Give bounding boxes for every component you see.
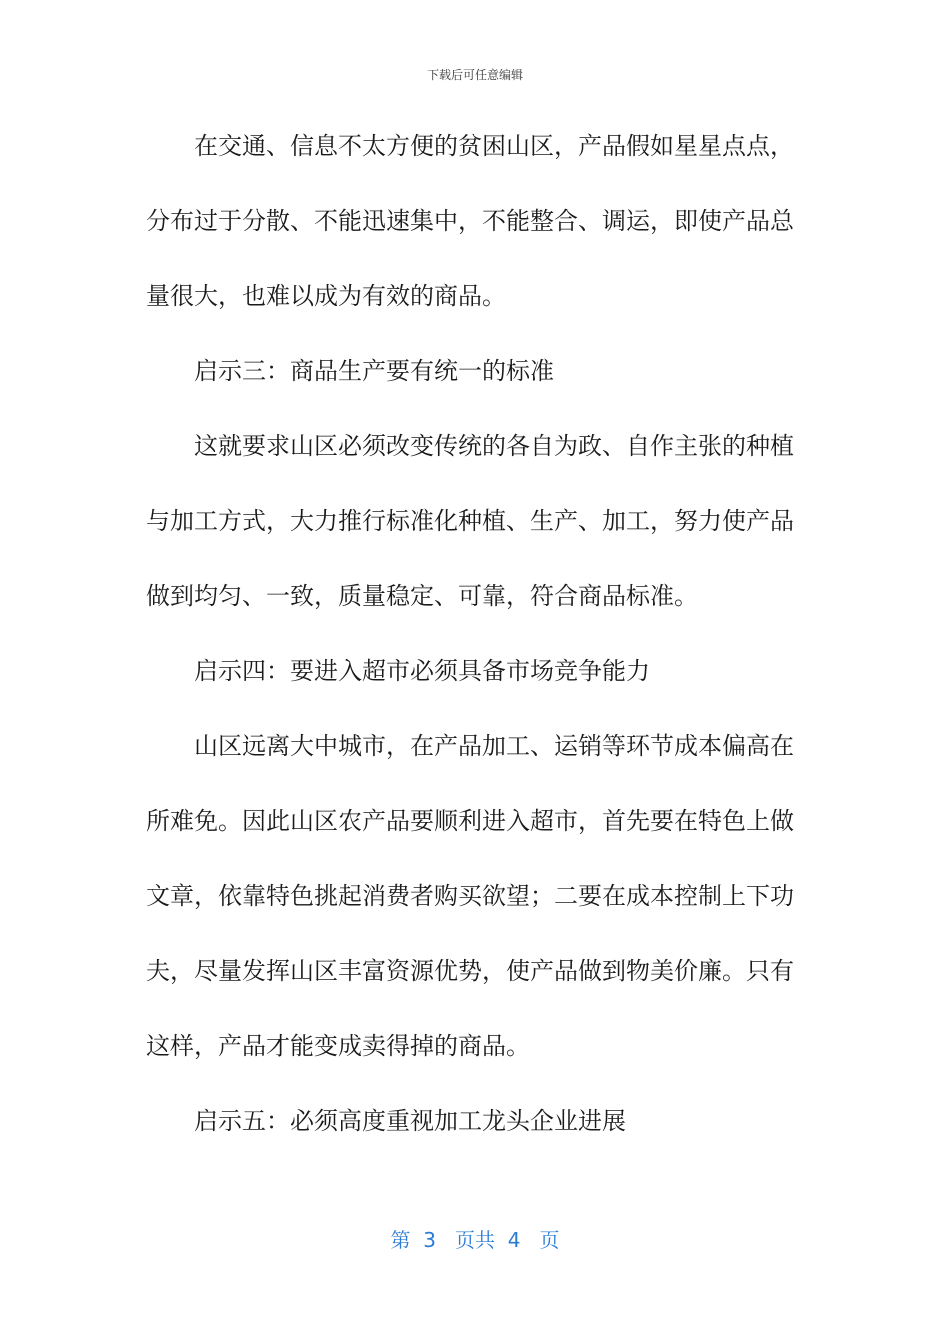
- footer-prefix: 第: [390, 1228, 411, 1252]
- current-page-number: 3: [423, 1228, 436, 1252]
- header-note: 下载后可任意编辑: [426, 68, 523, 82]
- paragraph-1: 在交通、信息不太方便的贫困山区，产品假如星星点点，分布过于分散、不能迅速集中，不能整合、调运，即使产品总量很大，也难以成为有效的商品。: [146, 132, 794, 310]
- heading-insight-5: 启示五：必须高度重视加工龙头企业进展: [194, 1107, 626, 1135]
- paragraph-3: 山区远离大中城市，在产品加工、运销等环节成本偏高在所难免。因此山区农产品要顺利进入超市，首先要在特色上做文章，依靠特色挑起消费者购买欲望；二要在成本控制上下功夫，尽量发挥山区丰富资源优势，使产品做到物美价廉。只有这样，产品才能变成卖得掉的商品。: [146, 732, 794, 1060]
- heading-insight-3: 启示三：商品生产要有统一的标准: [194, 357, 554, 385]
- document-body: [146, 109, 794, 1159]
- page-footer: [0, 1224, 950, 1253]
- paragraph-2: 这就要求山区必须改变传统的各自为政、自作主张的种植与加工方式，大力推行标准化种植、生产、加工，努力使产品做到均匀、一致，质量稳定、可靠，符合商品标准。: [146, 432, 794, 610]
- footer-middle: 页共: [455, 1228, 495, 1252]
- footer-suffix: 页: [539, 1228, 560, 1252]
- heading-insight-4: 启示四：要进入超市必须具备市场竞争能力: [194, 657, 650, 685]
- total-page-number: 4: [507, 1228, 521, 1252]
